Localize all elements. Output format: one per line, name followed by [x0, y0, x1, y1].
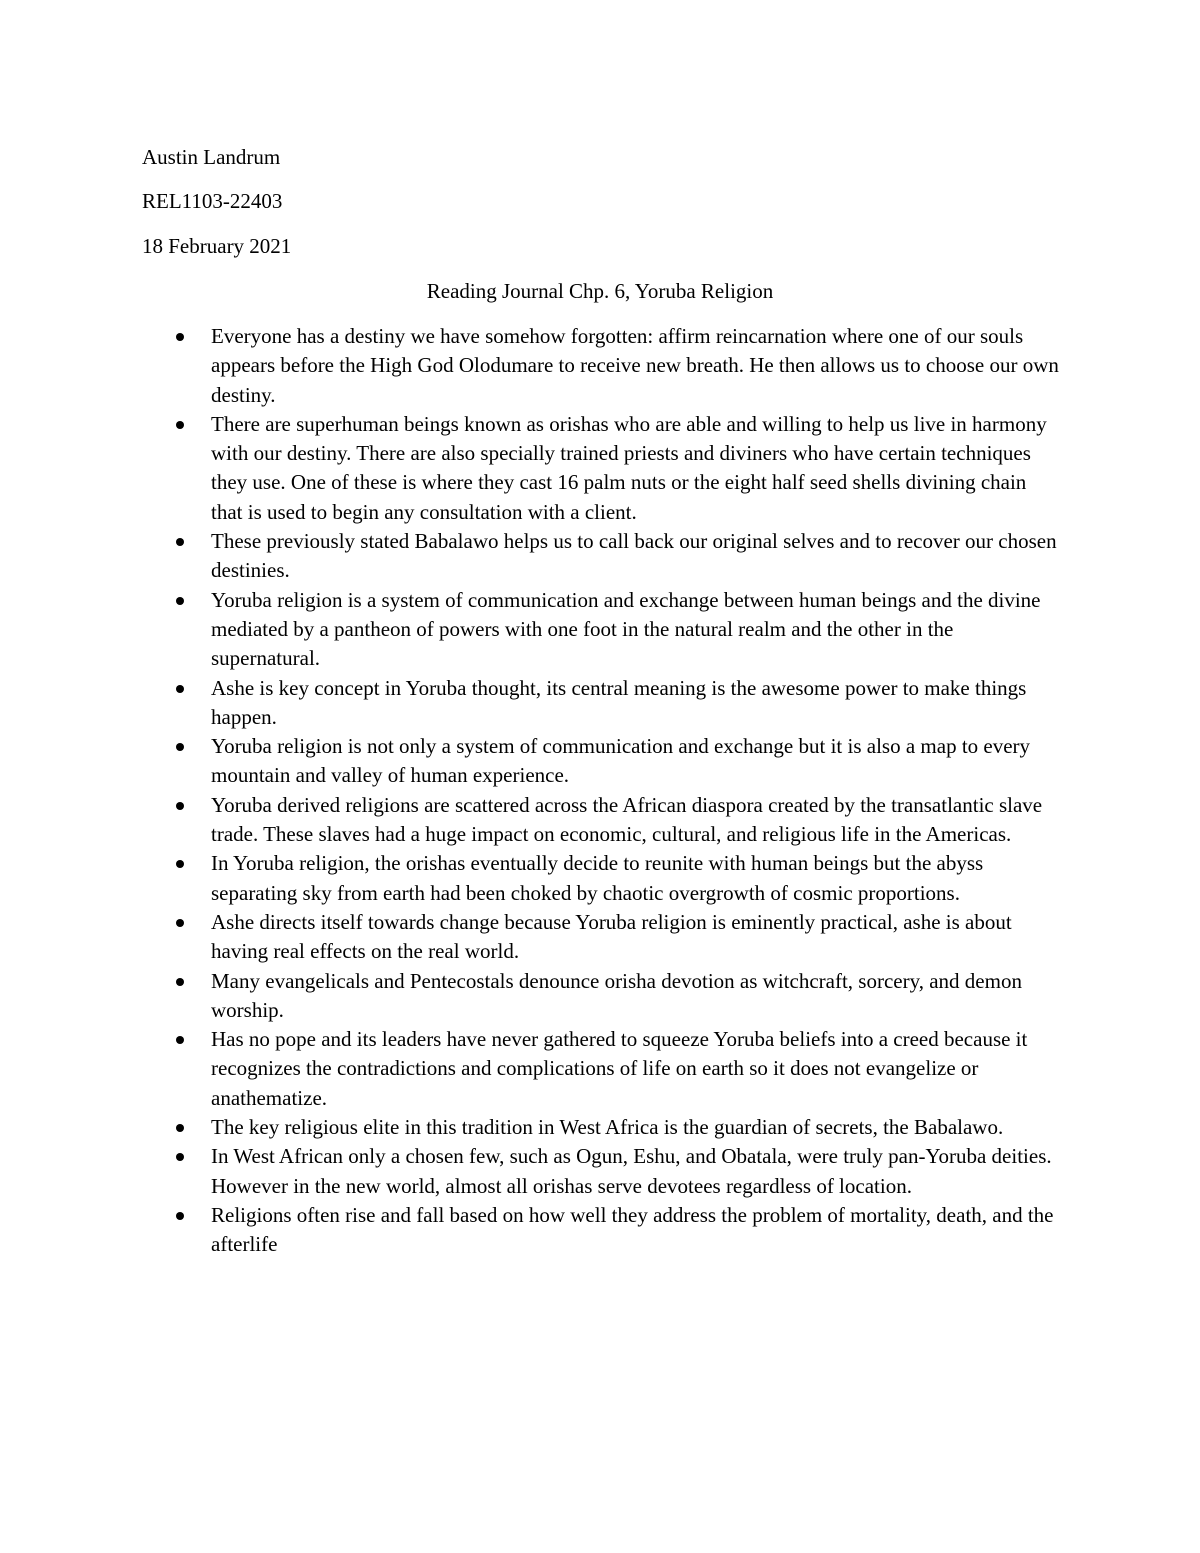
list-item — [0, 791, 1200, 850]
list-item — [0, 586, 1200, 674]
bullet-list — [0, 322, 1200, 1260]
bullet-icon — [176, 802, 184, 810]
bullet-icon — [176, 1212, 184, 1220]
bullet-icon — [176, 685, 184, 693]
list-item-text: Yoruba derived religions are scattered across the African diaspora created by the transatlantic slave trade. These slaves had a huge impact on economic, cultural, and religious life in the Americas. — [211, 792, 1043, 847]
bullet-icon — [176, 333, 184, 341]
list-item — [0, 1113, 1200, 1142]
document-title: Reading Journal Chp. 6, Yoruba Religion — [426, 279, 774, 303]
list-item — [0, 967, 1200, 1026]
bullet-icon — [176, 1153, 184, 1161]
list-item-text: Many evangelicals and Pentecostals denounce orisha devotion as witchcraft, sorcery, and demon worship. — [211, 968, 1022, 1022]
list-item-text: These previously stated Babalawo helps us to call back our original selves and to recover our chosen destinies. — [211, 529, 1057, 583]
bullet-icon — [176, 860, 184, 868]
list-item-text: There are superhuman beings known as orishas who are able and willing to help us live in harmony with our destiny. There are also specially trained priests and diviners who have certain techniques they use. One of these is where they cast 16 palm nuts or the eight half seed shells divining chain that is used to begin any consultation with a client. — [211, 411, 1047, 524]
list-item — [0, 1142, 1200, 1201]
course-code: REL1103-22403 — [142, 189, 283, 213]
list-item — [0, 1201, 1200, 1260]
bullet-icon — [176, 1124, 184, 1132]
list-item-text: Yoruba religion is not only a system of communication and exchange but it is also a map to every mountain and valley of human experience. — [211, 734, 1031, 788]
list-item — [0, 527, 1200, 586]
author-name: Austin Landrum — [142, 145, 281, 169]
bullet-icon — [176, 743, 184, 751]
list-item-text: Religions often rise and fall based on how well they address the problem of mortality, death, and the afterlife — [211, 1202, 1054, 1257]
list-item — [0, 1025, 1200, 1113]
document-date: 18 February 2021 — [142, 234, 292, 258]
bullet-icon — [176, 978, 184, 986]
list-item-text: In West African only a chosen few, such as Ogun, Eshu, and Obatala, were truly pan-Yoruba deities. However in the new world, almost all orishas serve devotees regardless of location. — [211, 1144, 1052, 1198]
bullet-icon — [176, 538, 184, 546]
list-item — [0, 410, 1200, 527]
list-item — [0, 908, 1200, 967]
list-item-text: In Yoruba religion, the orishas eventually decide to reunite with human beings but the abyss separating sky from earth had been choked by chaotic overgrowth of cosmic proportions. — [211, 851, 984, 905]
bullet-icon — [176, 597, 184, 605]
list-item — [0, 732, 1200, 791]
list-item-text: Yoruba religion is a system of communication and exchange between human beings and the divine mediated by a pantheon of powers with one foot in the natural realm and the other in the supernatural. — [211, 587, 1041, 671]
list-item — [0, 849, 1200, 908]
list-item-text: Ashe is key concept in Yoruba thought, its central meaning is the awesome power to make things happen. — [211, 675, 1027, 729]
list-item-text: Has no pope and its leaders have never gathered to squeeze Yoruba beliefs into a creed because it recognizes the contradictions and complications of life on earth so it does not evangelize or anathematize. — [211, 1027, 1028, 1110]
list-item-text: Everyone has a destiny we have somehow forgotten: affirm reincarnation where one of our souls appears before the High God Olodumare to receive new breath. He then allows us to choose our own destiny. — [211, 324, 1059, 407]
bullet-icon — [176, 919, 184, 927]
bullet-icon — [176, 421, 184, 429]
bullet-icon — [176, 1036, 184, 1044]
list-item-text: Ashe directs itself towards change because Yoruba religion is eminently practical, ashe is about having real effects on the real world. — [211, 909, 1012, 964]
list-item — [0, 322, 1200, 410]
list-item — [0, 674, 1200, 733]
list-item-text: The key religious elite in this tradition in West Africa is the guardian of secrets, the Babalawo. — [211, 1115, 1004, 1140]
